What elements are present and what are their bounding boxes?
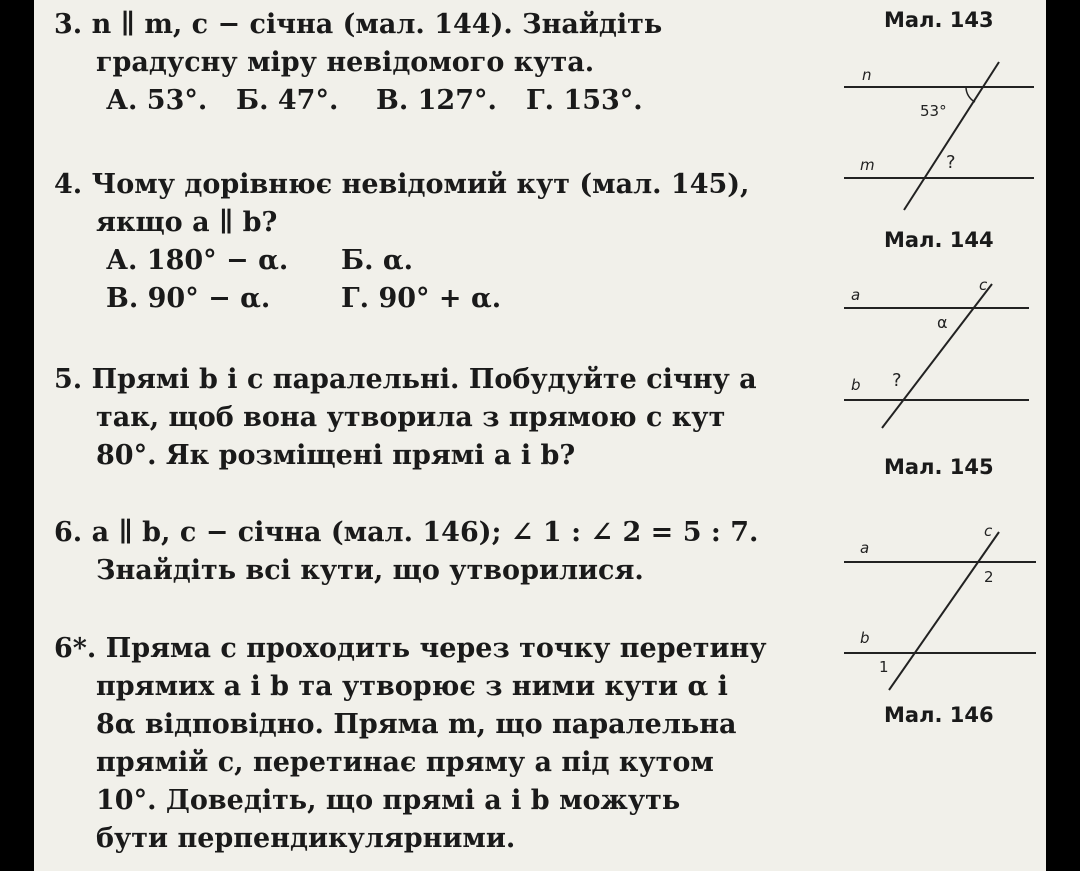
label-angle-alpha: α <box>937 313 948 332</box>
problem-6-star-line-4: прямій c, перетинає пряму a під кутом <box>96 747 714 778</box>
label-angle-1: 1 <box>879 658 889 676</box>
figure-146 <box>844 522 1036 690</box>
transversal-143 <box>904 62 999 210</box>
label-b-146: b <box>860 629 870 647</box>
transversal-c-146 <box>889 532 999 690</box>
label-c-146: c <box>984 522 993 540</box>
problem-text: Пряма c проходить через точку перетину <box>105 633 767 664</box>
problem-number: 6*. <box>54 633 97 664</box>
label-m: m <box>860 156 875 174</box>
label-c: c <box>979 276 988 294</box>
option-b: Б. 47°. <box>236 85 339 116</box>
problem-number: 4. <box>54 169 83 200</box>
fig-146-caption: Мал. 146 <box>884 703 994 727</box>
problem-5-line-2: так, щоб вона утворила з прямою c кут <box>96 402 726 433</box>
figure-144 <box>844 276 1029 428</box>
label-b: b <box>851 376 861 394</box>
option-d: Г. 90° + α. <box>341 283 502 314</box>
figure-143 <box>844 62 1034 210</box>
problem-3-line-2: градусну міру невідомого кута. <box>96 47 595 78</box>
transversal-c <box>882 284 992 428</box>
problem-number: 3. <box>54 9 83 40</box>
fig-144-caption: Мал. 144 <box>884 228 994 252</box>
label-angle-2: 2 <box>984 568 994 586</box>
option-b: Б. α. <box>341 245 414 276</box>
textbook-page <box>34 0 1046 871</box>
problem-number: 6. <box>54 517 83 548</box>
label-angle-unknown-143: ? <box>946 152 956 173</box>
fig-145-caption: Мал. 145 <box>884 455 994 479</box>
option-c: В. 127°. <box>376 85 497 116</box>
option-c: В. 90° − α. <box>106 283 271 314</box>
problem-4-line-2: якщо a ∥ b? <box>96 207 278 238</box>
label-a-146: a <box>860 539 870 557</box>
problem-text: Прямі b і c паралельні. Побудуйте січну a <box>91 364 757 395</box>
problem-6-star-line-5: 10°. Доведіть, що прямі a і b можуть <box>96 785 681 816</box>
problem-5-line-3: 80°. Як розміщені прямі a і b? <box>96 440 576 471</box>
problem-text: a ∥ b, c − січна (мал. 146); ∠ 1 : ∠ 2 = 5 : 7. <box>91 517 759 548</box>
problem-6-star-line-2: прямих a і b та утворює з ними кути α і <box>96 671 728 702</box>
problem-number: 5. <box>54 364 83 395</box>
problem-6-star-line-3: 8α відповідно. Пряма m, що паралельна <box>96 709 737 740</box>
label-angle-53: 53° <box>920 102 947 120</box>
problem-6-line-2: Знайдіть всі кути, що утворилися. <box>96 555 644 586</box>
problem-text: Чому дорівнює невідомий кут (мал. 145), <box>91 169 750 200</box>
option-a: А. 53°. <box>106 85 208 116</box>
label-angle-unknown-144: ? <box>892 370 902 391</box>
option-d: Г. 153°. <box>526 85 643 116</box>
label-a: a <box>851 286 861 304</box>
figures-layer <box>34 0 1046 871</box>
option-a: А. 180° − α. <box>106 245 289 276</box>
problem-text: n ∥ m, c − січна (мал. 144). Знайдіть <box>91 9 663 40</box>
problem-6-star-line-6: бути перпендикулярними. <box>96 823 516 854</box>
fig-143-caption: Мал. 143 <box>884 8 994 32</box>
label-n: n <box>862 66 872 84</box>
